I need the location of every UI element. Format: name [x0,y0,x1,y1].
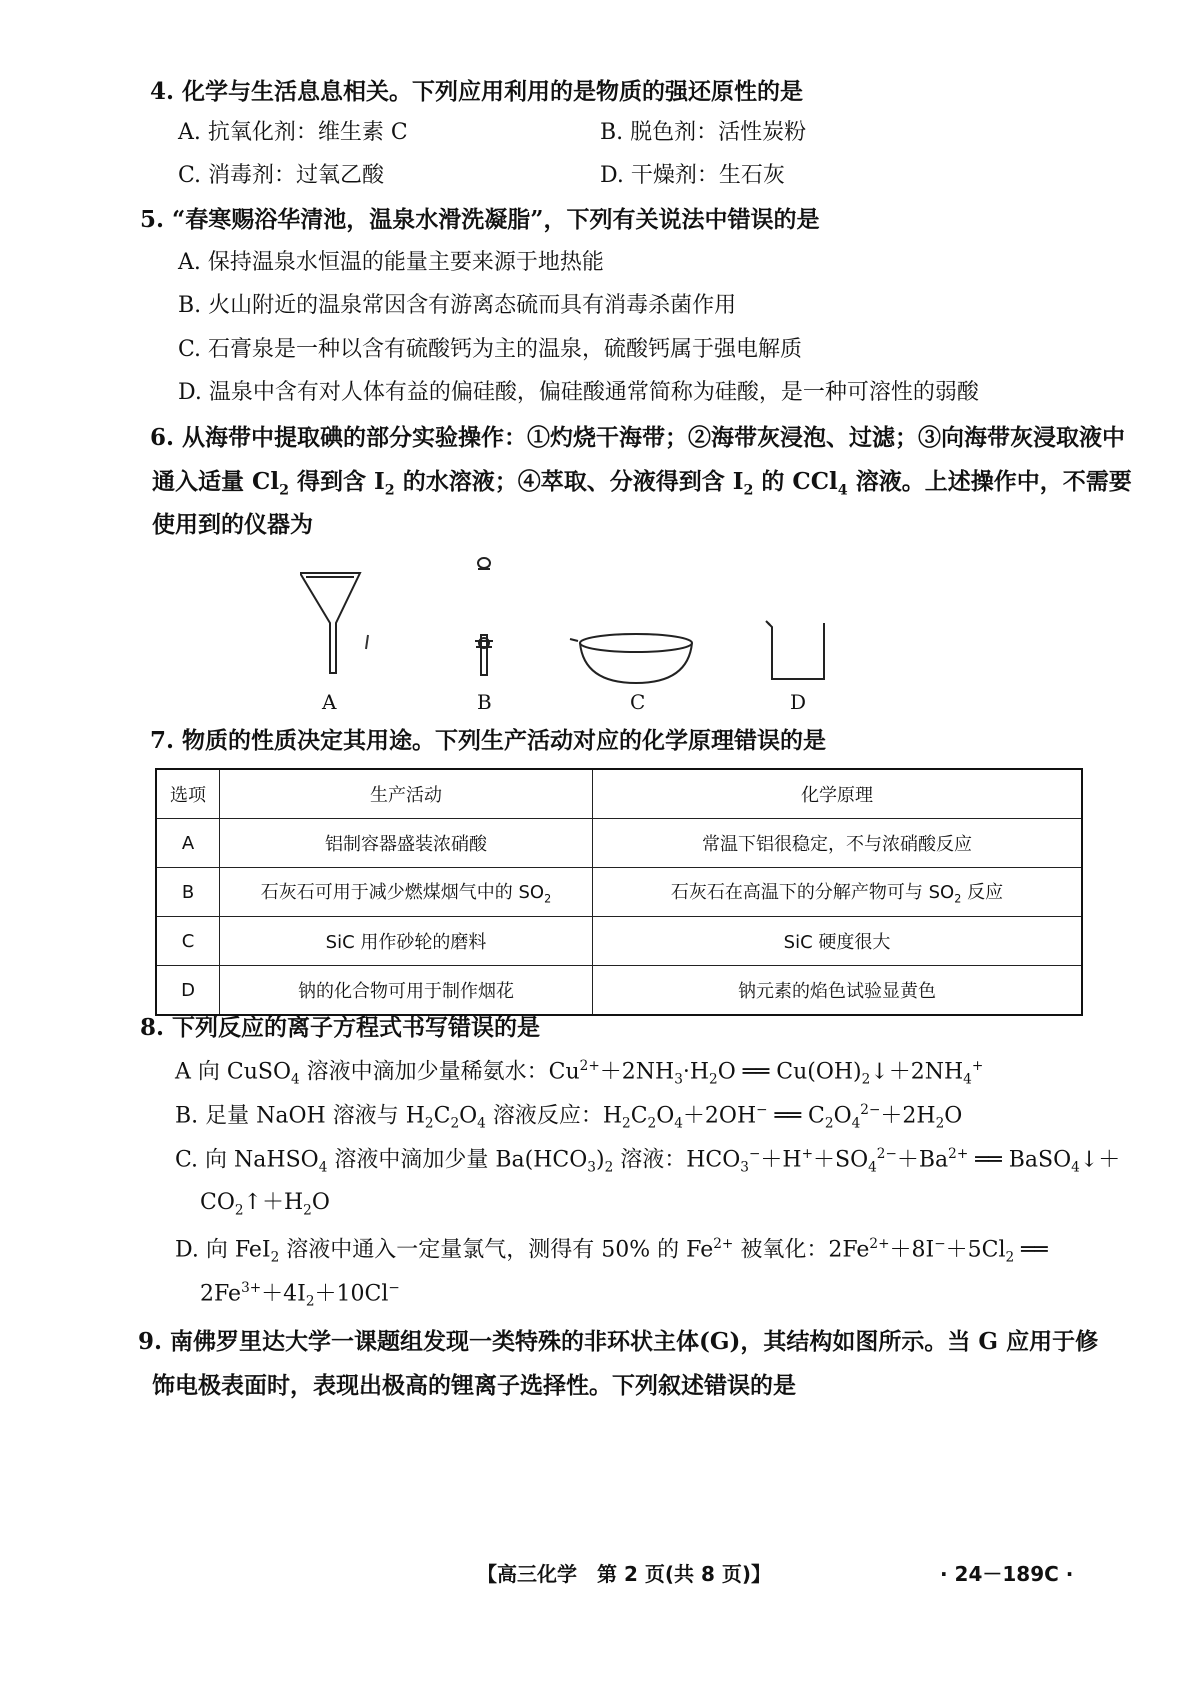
q5-option-b: B. 火山附近的温泉常因含有游离态硫而具有消毒杀菌作用 [178,293,737,318]
q8-option-d-cont: $2Fe^{3+}+4I_2+10Cl^-$ [200,1280,400,1310]
question-6-line2 [152,468,1132,500]
q8-option-c: C. 向 NaHSO$_4$ 溶液中滴加少量 $Ba(HCO_3)_2$ 溶液：$HCO_3^-+H^++SO_4^{2-}+Ba^{2+}$ ══ BaSO$_4$↓＋ [175,1146,1121,1176]
table-header-row [156,769,1082,819]
question-6-line3: 使用到的仪器为 [152,511,313,538]
cell-sub: 2 [544,892,552,906]
q5-option-c: C. 石膏泉是一种以含有硫酸钙为主的温泉，硫酸钙属于强电解质 [178,337,803,362]
q8-option-d: D. 向 FeI$_2$ 溶液中通入一定量氯气，测得有 50% 的 $Fe^{2+}$ 被氧化：$2Fe^{2+}+8I^-+5Cl_2$ ══ [175,1236,1048,1266]
table-cell: 钠的化合物可用于制作烟花 [220,966,593,1016]
table-cell [593,868,1083,917]
table-cell: 铝制容器盛装浓硝酸 [220,819,593,868]
question-9-line2: 饰电极表面时，表现出极高的锂离子选择性。下列叙述错误的是 [152,1372,796,1399]
table-cell: A [156,819,220,868]
cell-text: 石灰石在高温下的分解产物可与 SO [670,882,955,904]
q5-option-d: D. 温泉中含有对人体有益的偏硅酸，偏硅酸通常简称为硅酸，是一种可溶性的弱酸 [178,380,979,405]
table-cell: D [156,966,220,1016]
apparatus-label-c: C [630,690,646,714]
table-cell: 钠元素的焰色试验显黄色 [593,966,1083,1016]
apparatus-label-b: B [477,690,492,714]
table-cell: SiC 用作砂轮的磨料 [220,917,593,966]
question-6-line1: 6. 从海带中提取碘的部分实验操作：①灼烧干海带；②海带灰浸泡、过滤；③向海带灰浸取液中 [150,424,1126,451]
apparatus-figure [300,555,860,685]
table-row [156,868,1082,917]
funnel-icon [300,573,360,673]
table-row [156,819,1082,868]
table-row [156,917,1082,966]
q6-line2-part-e: 溶液。上述操作中，不需要 [847,468,1132,495]
apparatus-label-d: D [790,690,807,714]
table-header-cell: 化学原理 [593,769,1083,819]
cell-sub: 2 [954,892,962,906]
q7-table [155,768,1083,1016]
question-8-stem: 8. 下列反应的离子方程式书写错误的是 [140,1014,541,1041]
table-cell: SiC 硬度很大 [593,917,1083,966]
table-header-cell: 选项 [156,769,220,819]
q4-option-a: A. 抗氧化剂：维生素 C [178,120,408,145]
table-cell [220,868,593,917]
q8-option-a: A 向 CuSO$_4$ 溶液中滴加少量稀氨水：$Cu^{2+}+2NH_3\cdot H_2O$ ══ $Cu(OH)_2↓+2NH_4^+$ [175,1058,984,1088]
q8-option-c-cont: $CO_2↑+H_2O$ [200,1190,330,1219]
page-footer-center: 【高三化学 第 2 页(共 8 页)】 [477,1562,771,1586]
page-footer-code: · 24－189C · [940,1562,1074,1586]
cell-text: 反应 [961,882,1004,904]
table-header-cell: 生产活动 [220,769,593,819]
q4-option-c: C. 消毒剂：过氧乙酸 [178,163,385,188]
table-cell: 常温下铝很稳定，不与浓硝酸反应 [593,819,1083,868]
evaporating-dish-icon [570,634,692,683]
table-cell: C [156,917,220,966]
question-5-stem: 5. “春寒赐浴华清池，温泉水滑洗凝脂”，下列有关说法中错误的是 [140,206,820,233]
question-9-line1: 9. 南佛罗里达大学一课题组发现一类特殊的非环状主体(G)，其结构如图所示。当 G 应用于修 [138,1328,1099,1355]
q6-line2-part-a: 通入适量 Cl [152,468,280,495]
q6-sub: 2 [384,482,395,499]
q6-sub: 4 [837,482,848,499]
table-cell: B [156,868,220,917]
q6-sub: 2 [279,482,289,499]
cell-text: 石灰石可用于减少燃煤烟气中的 SO [260,882,545,904]
q5-option-a: A. 保持温泉水恒温的能量主要来源于地热能 [178,250,604,275]
q6-line2-part-c: 的水溶液；④萃取、分液得到含 I [394,468,744,495]
q6-line2-part-b: 得到含 I [288,468,385,495]
q4-option-b: B. 脱色剂：活性炭粉 [600,120,807,145]
table-row [156,966,1082,1016]
apparatus-label-a: A [322,690,337,714]
question-7-stem: 7. 物质的性质决定其用途。下列生产活动对应的化学原理错误的是 [150,727,827,754]
q8-option-b: B. 足量 NaOH 溶液与 $H_2C_2O_4$ 溶液反应：$H_2C_2O_4+2OH^-$ ══ $C_2O_4^{2-}+2H_2O$ [175,1102,963,1132]
question-4-stem: 4. 化学与生活息息相关。下列应用利用的是物质的强还原性的是 [150,78,804,105]
q6-line2-part-d: 的 CCl [753,468,838,495]
stopcock-tube-icon [475,558,493,675]
beaker-icon [766,621,824,679]
q4-option-d: D. 干燥剂：生石灰 [600,163,785,188]
q6-sub: 2 [743,482,754,499]
